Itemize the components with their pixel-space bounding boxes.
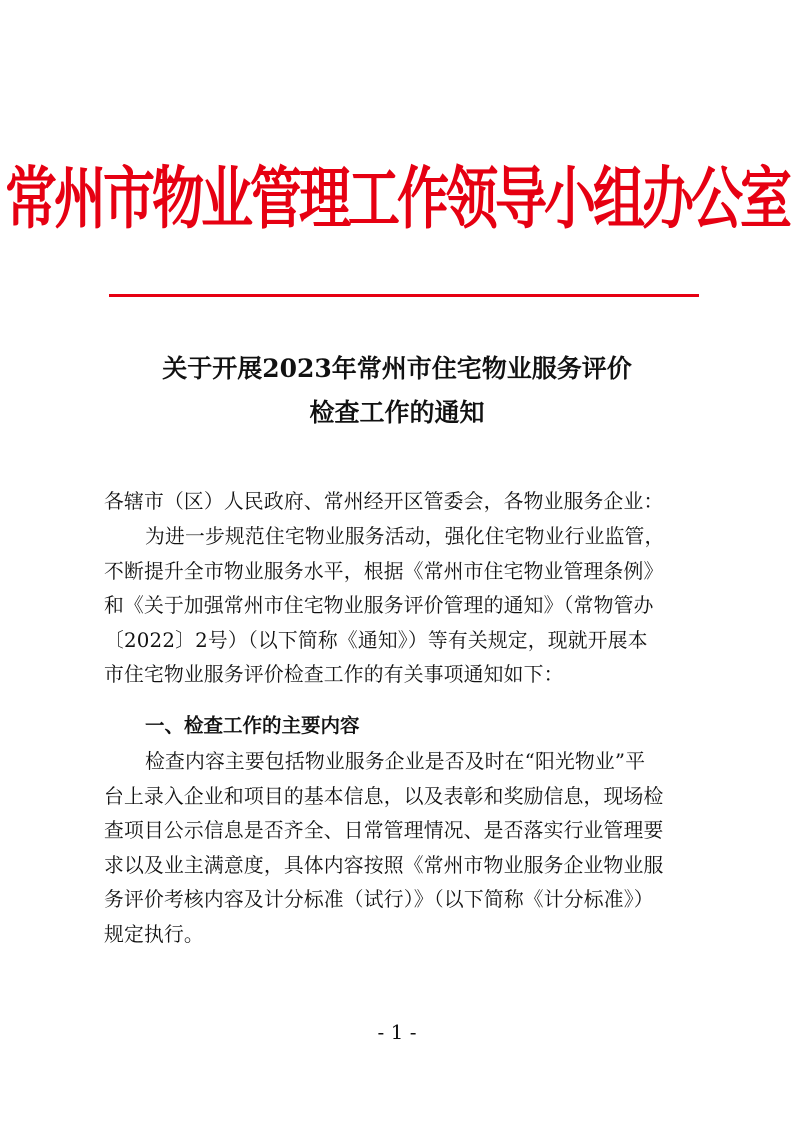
paragraph-1 xyxy=(104,520,694,693)
page-number: - 1 - xyxy=(377,1020,417,1044)
document-title-line-2: 检查工作的通知 xyxy=(309,398,485,427)
paragraph-2-line: 务评价考核内容及计分标准（试行）》（以下简称《计分标准》） xyxy=(104,888,654,912)
paragraph-1-line: 和《关于加强常州市住宅物业服务评价管理的通知》（常物管办 xyxy=(104,594,654,618)
letterhead-red-rule xyxy=(109,294,699,297)
document-title-line-1: 关于开展2023年常州市住宅物业服务评价 xyxy=(162,354,632,383)
paragraph-2-line: 查项目公示信息是否齐全、日常管理情况、是否落实行业管理要 xyxy=(104,819,664,843)
paragraph-2-line: 规定执行。 xyxy=(104,922,204,946)
section-heading-1: 一、检查工作的主要内容 xyxy=(145,714,360,737)
paragraph-2-line: 检查内容主要包括物业服务企业是否及时在“阳光物业”平 xyxy=(145,750,646,773)
letterhead-title: 常州市物业管理工作领导小组办公室 xyxy=(4,161,789,239)
paragraph-1-line: 为进一步规范住宅物业服务活动，强化住宅物业行业监管， xyxy=(145,525,665,548)
paragraph-1-line: 市住宅物业服务评价检查工作的有关事项通知如下： xyxy=(104,663,564,687)
paragraph-1-line: 不断提升全市物业服务水平，根据《常州市住宅物业管理条例》 xyxy=(104,559,664,583)
paragraph-2-line: 台上录入企业和项目的基本信息，以及表彰和奖励信息，现场检 xyxy=(104,784,664,808)
paragraph-1-line: 〔2022〕2号）（以下简称《通知》）等有关规定，现就开展本 xyxy=(104,628,648,652)
salutation: 各辖市（区）人民政府、常州经开区管委会，各物业服务企业： xyxy=(104,490,664,513)
paragraph-2-line: 求以及业主满意度，具体内容按照《常州市物业服务企业物业服 xyxy=(104,853,664,877)
paragraph-2 xyxy=(104,745,694,953)
